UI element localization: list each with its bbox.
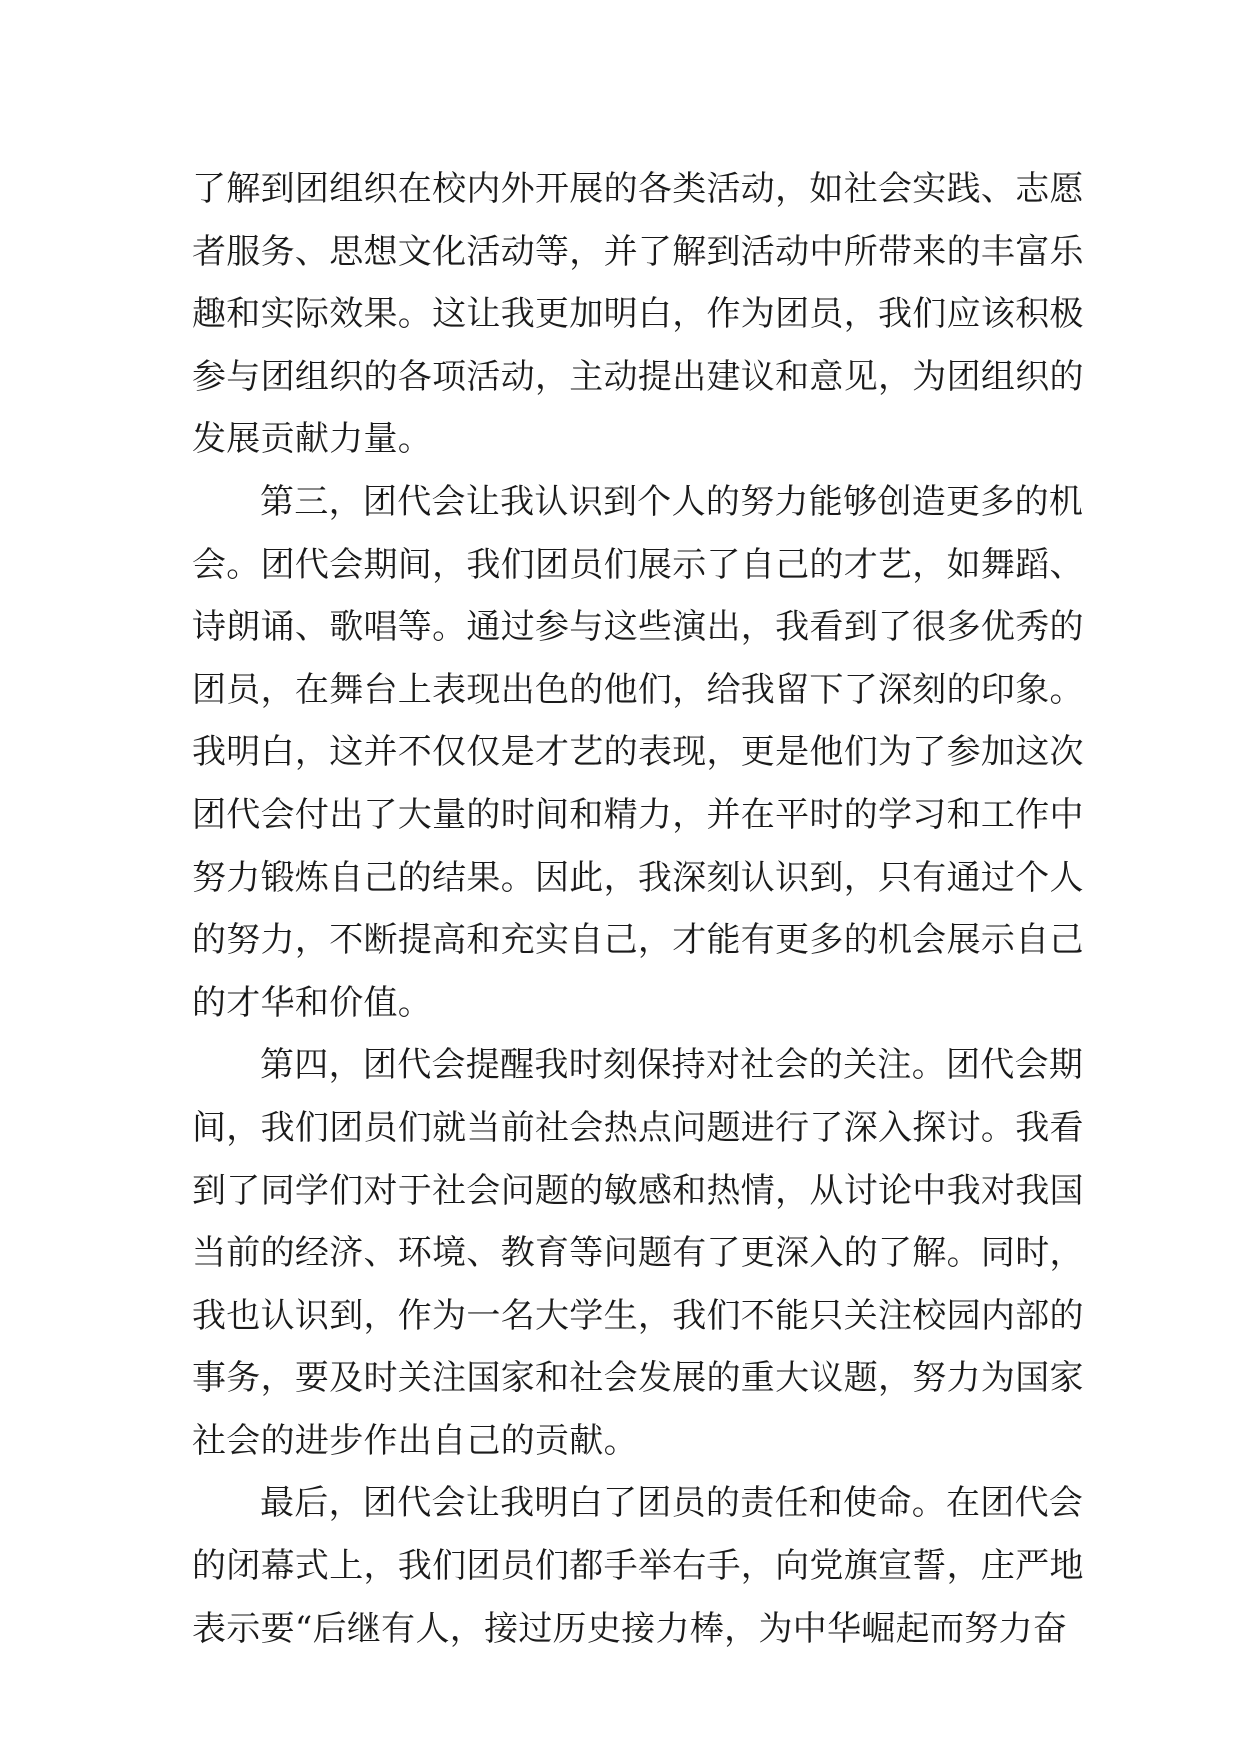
paragraph-first-line: 最后，团代会让我明白了团员的责任和使命。在团代会: [260, 1483, 1084, 1524]
text-line: 的闭幕式上，我们团员们都手举右手，向党旗宣誓，庄严地: [192, 1546, 1084, 1587]
text-line: 了解到团组织在校内外开展的各类活动，如社会实践、志愿: [192, 169, 1084, 209]
text-line: 诗朗诵、歌唱等。通过参与这些演出，我看到了很多优秀的: [192, 607, 1084, 648]
text-line: 会。团代会期间，我们团员们展示了自己的才艺，如舞蹈、: [192, 544, 1084, 585]
text-line: 事务，要及时关注国家和社会发展的重大议题，努力为国家: [192, 1358, 1084, 1399]
text-line: 参与团组织的各项活动，主动提出建议和意见，为团组织的: [192, 356, 1084, 397]
text-line: 当前的经济、环境、教育等问题有了更深入的了解。同时，: [192, 1233, 1084, 1274]
text-line: 社会的进步作出自己的贡献。: [192, 1420, 638, 1461]
text-line: 者服务、思想文化活动等，并了解到活动中所带来的丰富乐: [192, 231, 1084, 272]
text-line: 的努力，不断提高和充实自己，才能有更多的机会展示自己: [192, 920, 1084, 961]
text-line: 趣和实际效果。这让我更加明白，作为团员，我们应该积极: [192, 294, 1084, 335]
text-line: 我明白，这并不仅仅是才艺的表现，更是他们为了参加这次: [192, 732, 1084, 773]
text-line: 表示要“后继有人，接过历史接力棒，为中华崛起而努力奋: [192, 1608, 1068, 1649]
text-line: 团代会付出了大量的时间和精力，并在平时的学习和工作中: [192, 794, 1084, 835]
paragraph-first-line: 第三，团代会让我认识到个人的努力能够创造更多的机: [260, 481, 1084, 522]
text-line: 间，我们团员们就当前社会热点问题进行了深入探讨。我看: [192, 1107, 1084, 1148]
text-line: 我也认识到，作为一名大学生，我们不能只关注校园内部的: [192, 1295, 1084, 1336]
text-line: 的才华和价值。: [192, 982, 433, 1023]
text-line: 发展贡献力量。: [192, 419, 433, 460]
body-text: [192, 158, 1084, 1660]
text-line: 努力锻炼自己的结果。因此，我深刻认识到，只有通过个人: [192, 857, 1084, 898]
text-line: 到了同学们对于社会问题的敏感和热情，从讨论中我对我国: [192, 1170, 1084, 1211]
paragraph-first-line: 第四，团代会提醒我时刻保持对社会的关注。团代会期: [260, 1045, 1084, 1086]
text-line: 团员，在舞台上表现出色的他们，给我留下了深刻的印象。: [192, 669, 1084, 710]
